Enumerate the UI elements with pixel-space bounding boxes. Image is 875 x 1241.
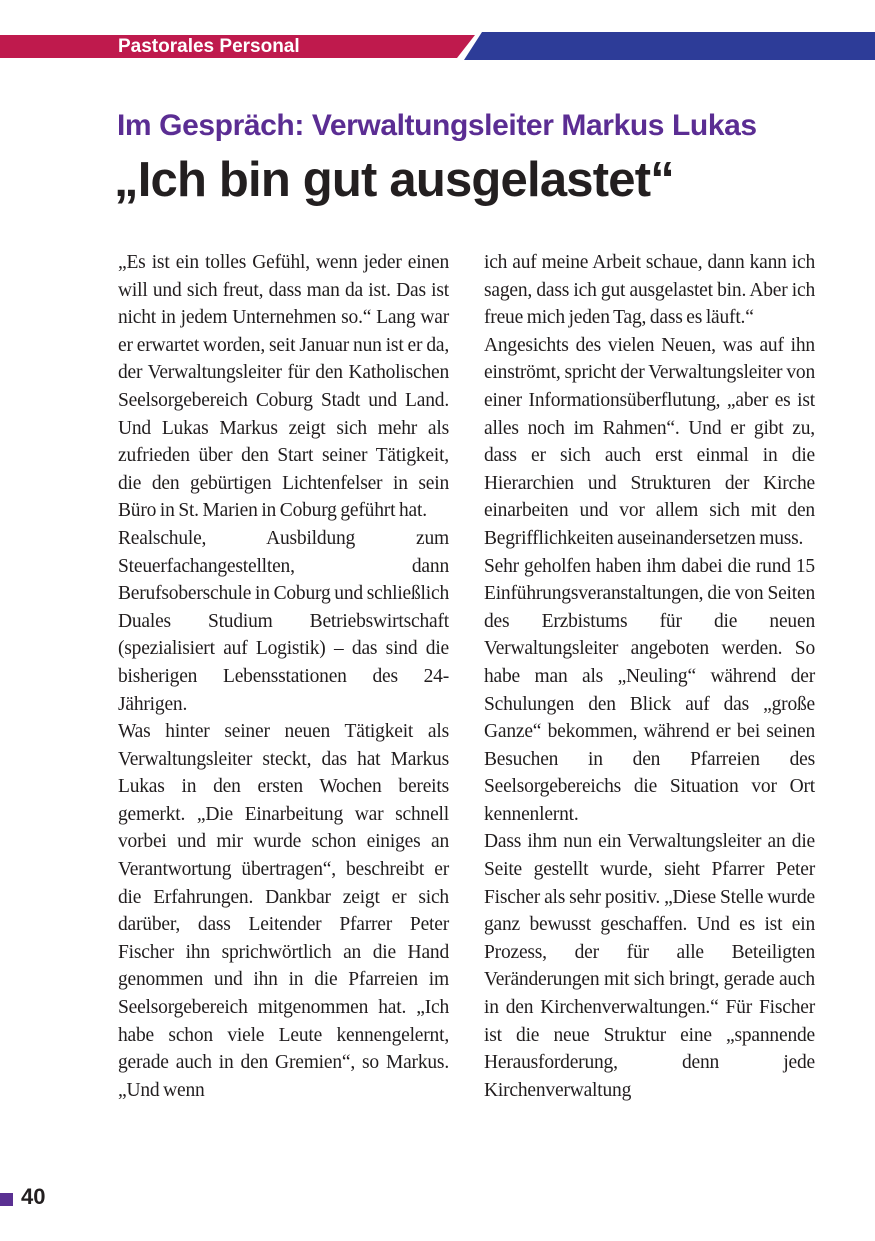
paragraph: Was hinter seiner neuen Tätigkeit als Verwaltungsleiter steckt, das hat Markus Lukas in den ersten Wochen bereits gemerkt. „Die Einarbeitung war schnell vorbei und mir wurde schon einiges an Verantwortung übertragen“, beschreibt er die Erfahrungen. Dankbar zeigt er sich darüber, dass Leitender Pfarrer Peter Fischer ihn sprichwörtlich an die Hand genommen und ihn in die Pfarreien im Seelsorgebereich mitgenommen hat. „Ich habe schon viele Leute kennengelernt, gerade auch in den Gremien“, so Markus. „Und wenn xyxy=(118,721,449,1101)
paragraph: Sehr geholfen haben ihm dabei die rund 15 Einführungsveranstaltungen, die von Seiten des Erzbistums für die neuen Verwaltungsleiter angeboten werden. So habe man als „Neuling“ während der Schulungen den Blick auf das „große Ganze“ bekommen, während er bei seinen Besuchen in den Pfarreien des Seelsorgebereichs die Situation vor Ort kennenlernt. xyxy=(484,555,815,825)
article-body xyxy=(118,249,816,1104)
article-kicker: Im Gespräch: Verwaltungsleiter Markus Lukas xyxy=(117,109,757,142)
paragraph: Angesichts des vielen Neuen, was auf ihn einströmt, spricht der Verwaltungsleiter von einer Informationsüberflutung, „aber es ist alles noch im Rahmen“. Und er gibt zu, dass er sich auch erst einmal in die Hierarchien und Strukturen der Kirche einarbeiten und vor allem sich mit den Begrifflichkeiten auseinandersetzen muss. xyxy=(484,334,815,549)
article-headline: „Ich bin gut ausgelastet“ xyxy=(114,153,674,207)
paragraph: „Es ist ein tolles Gefühl, wenn jeder einen will und sich freut, dass man da ist. Das ist nicht in jedem Unternehmen so.“ Lang war er erwartet worden, seit Januar nun ist er da, der Verwaltungsleiter für den Katholischen Seelsorgebereich Coburg Stadt und Land. Und Lukas Markus zeigt sich mehr als zufrieden über den Start seiner Tätigkeit, die den gebürtigen Lichtenfelser in sein Büro in St. Marien in Coburg geführt hat. xyxy=(118,252,449,522)
text-column-right xyxy=(484,249,815,1104)
page-number-marker xyxy=(0,1193,13,1206)
text-column-left xyxy=(118,249,449,1104)
page-number: 40 xyxy=(21,1184,46,1209)
paragraph: ich auf meine Arbeit schaue, dann kann ich sagen, dass ich gut ausgelastet bin. Aber ich freue mich jeden Tag, dass es läuft.“ xyxy=(484,252,815,329)
paragraph: Dass ihm nun ein Verwaltungsleiter an die Seite gestellt wurde, sieht Pfarrer Peter Fischer als sehr positiv. „Diese Stelle wurde ganz bewusst geschaffen. Und es ist ein Prozess, der für alle Beteiligten Veränderungen mit sich bringt, gerade auch in den Kirchenverwaltungen.“ Für Fischer ist die neue Struktur eine „spannende Herausforderung, denn jede Kirchenverwaltung xyxy=(484,831,815,1101)
paragraph: Realschule, Ausbildung zum Steuerfachangestellten, dann Berufsoberschule in Coburg und schließlich Duales Studium Betriebswirtschaft (spezialisiert auf Logistik) – das sind die bisherigen Lebensstationen des 24-Jährigen. xyxy=(118,527,449,715)
section-title: Pastorales Personal xyxy=(118,36,300,57)
